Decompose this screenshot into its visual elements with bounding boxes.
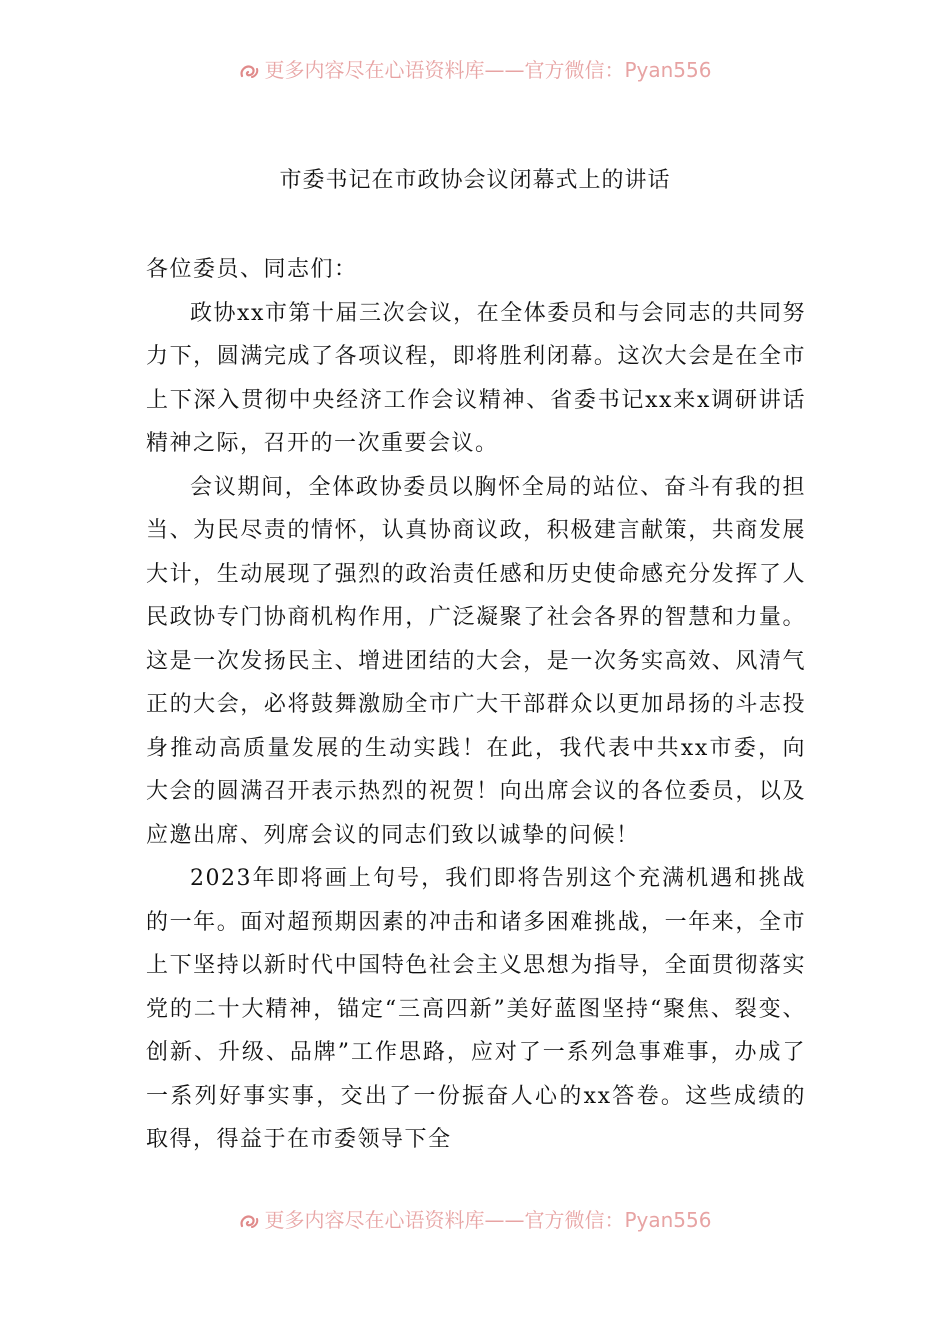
paragraph: 政协xx市第十届三次会议，在全体委员和与会同志的共同努力下，圆满完成了各项议程，即将胜利闭幕。这次大会是在全市上下深入贯彻中央经济工作会议精神、省委书记xx来x调研讲话精神之际，召开的一次重要会议。	[146, 300, 806, 456]
watermark-text: 更多内容尽在心语资料库——官方微信：Pyan556	[264, 1208, 712, 1232]
swirl-logo-icon	[238, 62, 260, 82]
paragraph: 会议期间，全体政协委员以胸怀全局的站位、奋斗有我的担当、为民尽责的情怀，认真协商议政，积极建言献策，共商发展大计，生动展现了强烈的政治责任感和历史使命感充分发挥了人民政协专门协商机构作用，广泛凝聚了社会各界的智慧和力量。这是一次发扬民主、增进团结的大会，是一次务实高效、风清气正的大会，必将鼓舞激励全市广大干部群众以更加昂扬的斗志投身推动高质量发展的生动实践！在此，我代表中共xx市委，向大会的圆满召开表示热烈的祝贺！向出席会议的各位委员，以及应邀出席、列席会议的同志们致以诚挚的问候！	[146, 474, 806, 848]
header-watermark	[0, 58, 950, 82]
document-body	[146, 248, 806, 1162]
document-title: 市委书记在市政协会议闭幕式上的讲话	[279, 168, 671, 193]
swirl-logo-icon	[238, 1212, 260, 1232]
watermark-text: 更多内容尽在心语资料库——官方微信：Pyan556	[264, 58, 712, 82]
footer-watermark	[0, 1208, 950, 1232]
paragraph: 2023年即将画上句号，我们即将告别这个充满机遇和挑战的一年。面对超预期因素的冲击和诸多困难挑战，一年来，全市上下坚持以新时代中国特色社会主义思想为指导，全面贯彻落实党的二十大精神，锚定“三高四新”美好蓝图坚持“聚焦、裂变、创新、升级、品牌”工作思路，应对了一系列急事难事，办成了一系列好事实事，交出了一份振奋人心的xx答卷。这些成绩的取得，得益于在市委领导下全	[146, 866, 806, 1152]
salutation: 各位委员、同志们：	[146, 257, 358, 282]
